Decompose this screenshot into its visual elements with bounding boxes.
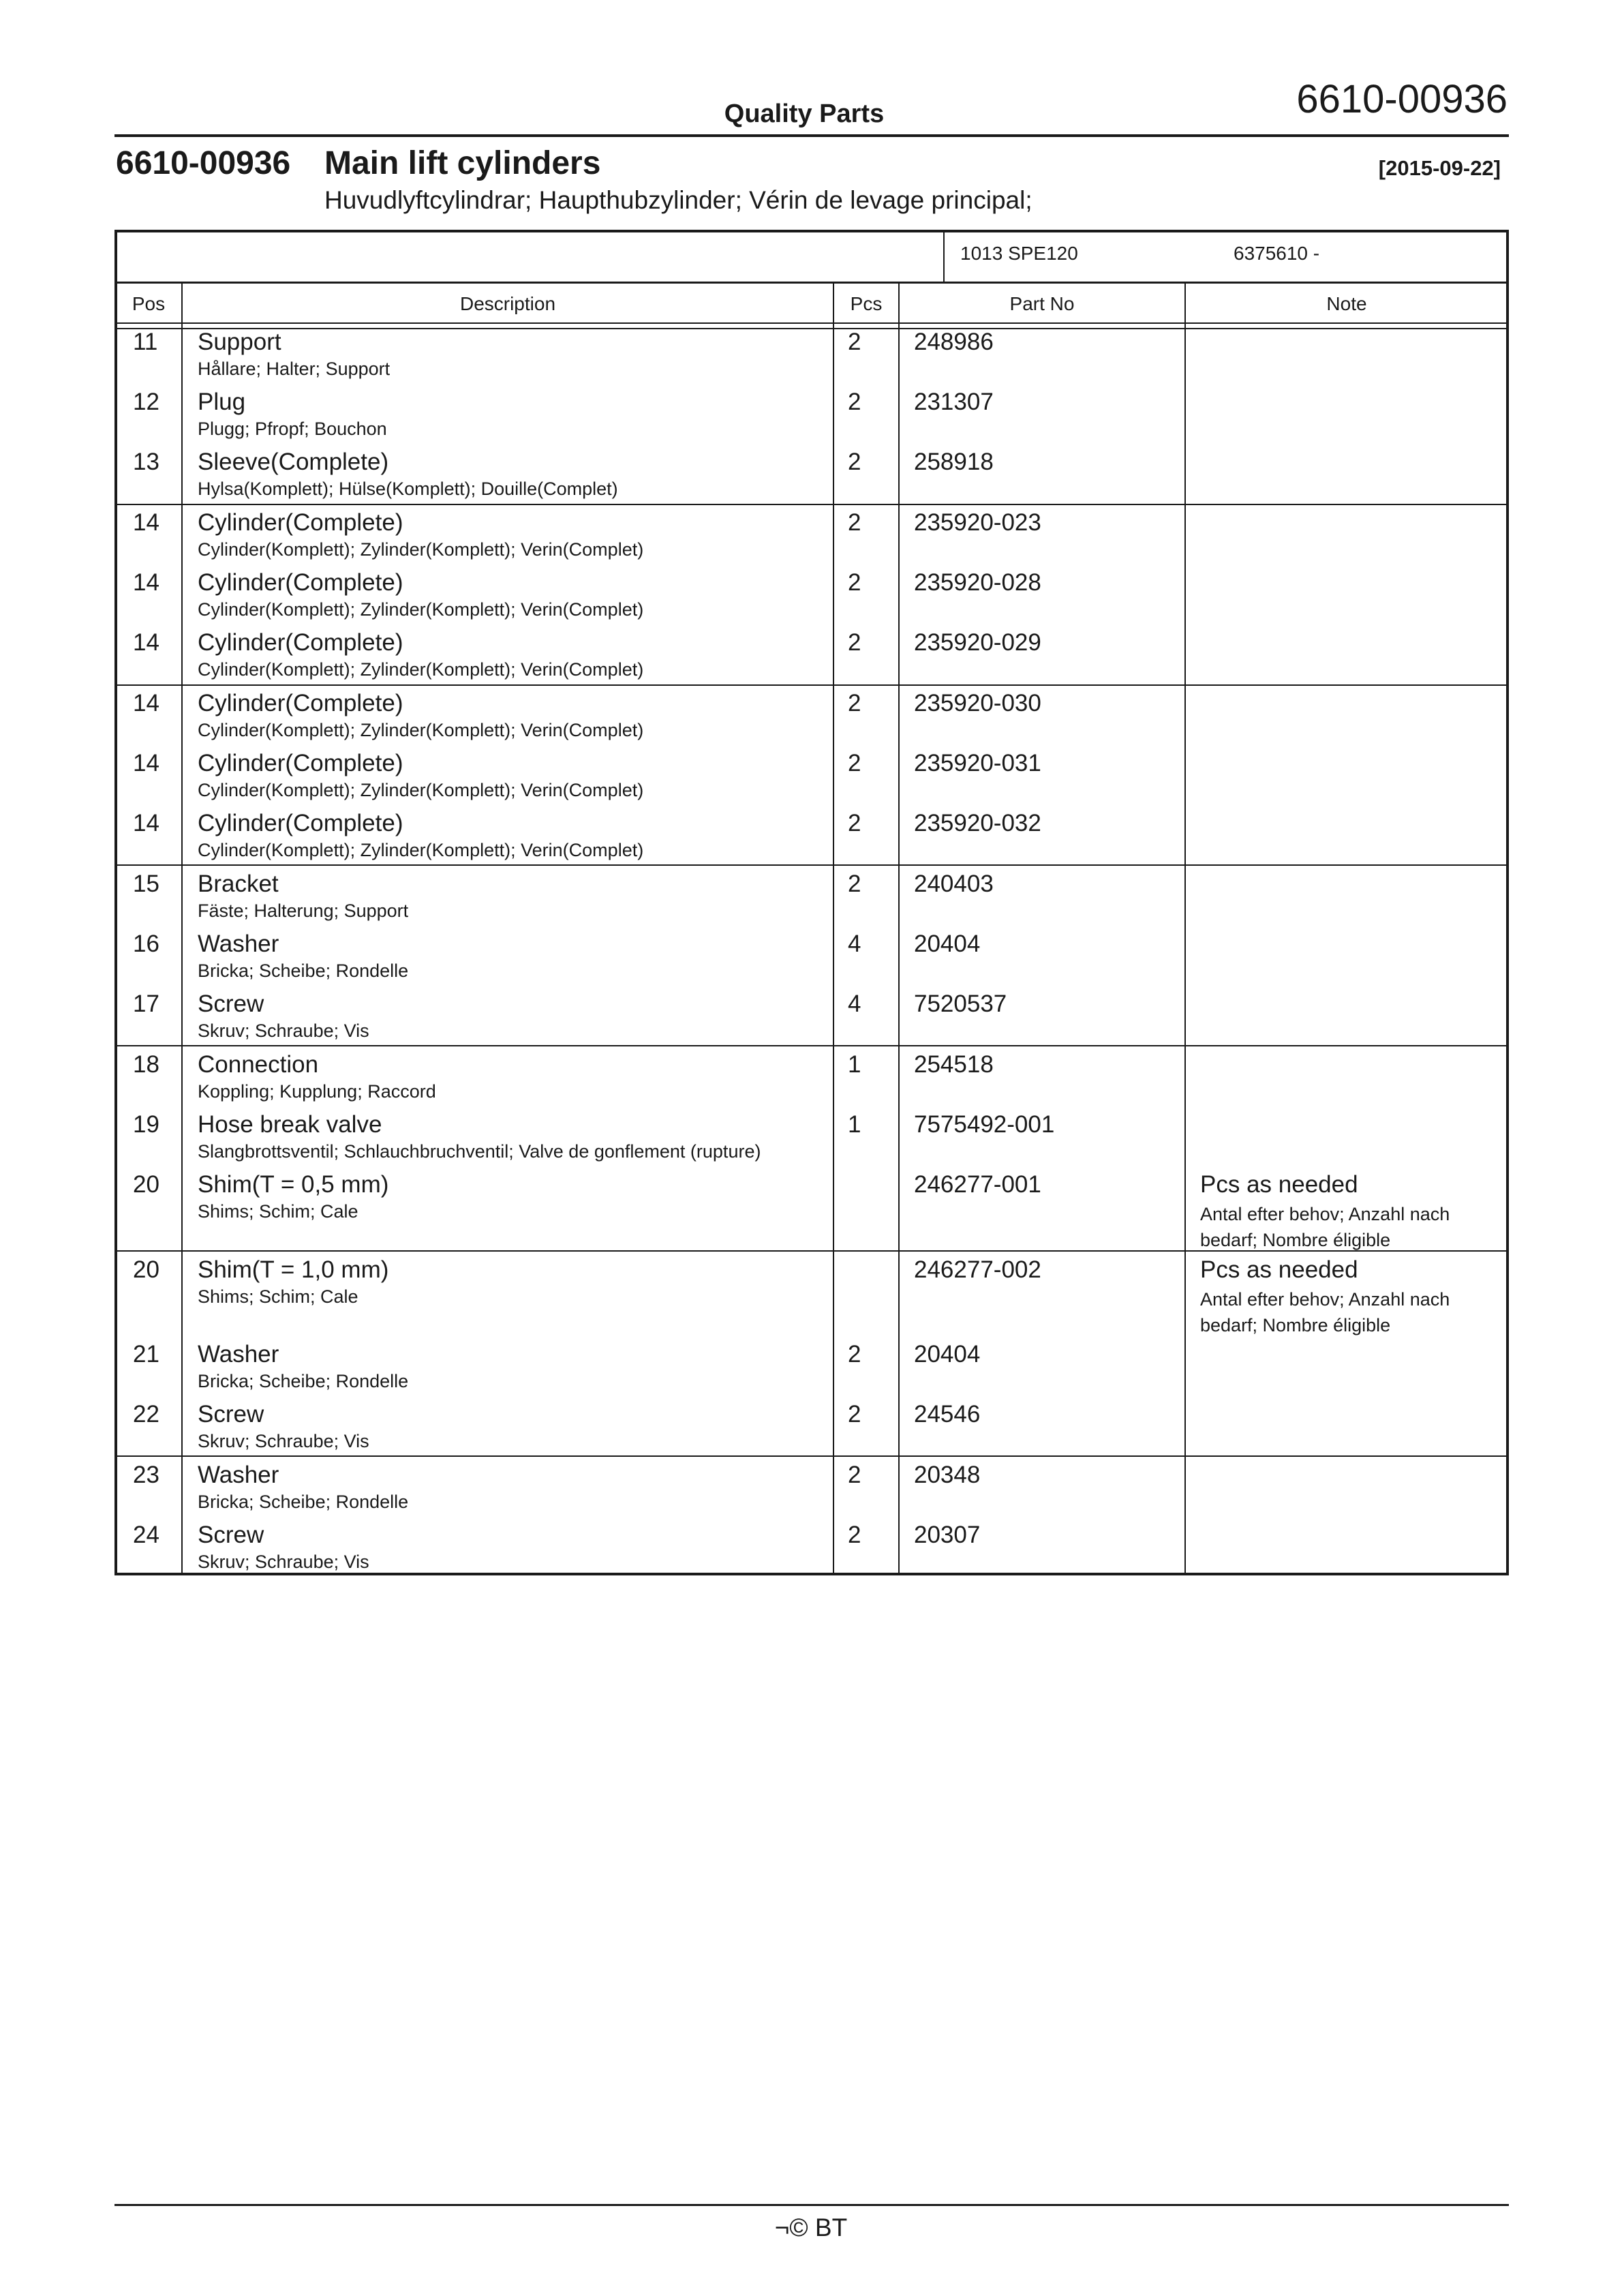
row-pos: 18	[133, 1051, 159, 1078]
row-part-number: 235920-029	[914, 629, 1041, 656]
row-pcs: 2	[848, 1462, 861, 1488]
row-pcs: 1	[848, 1051, 861, 1078]
row-description-translations: Bricka; Scheibe; Rondelle	[198, 961, 409, 981]
row-pcs: 2	[848, 1401, 861, 1428]
row-pcs: 2	[848, 871, 861, 897]
row-part-number: 231307	[914, 389, 994, 415]
row-description-translations: Slangbrottsventil; Schlauchbruchventil; Valve de gonflement (rupture)	[198, 1141, 761, 1162]
row-description-translations: Hylsa(Komplett); Hülse(Komplett); Douille(Complet)	[198, 479, 618, 499]
row-description: Cylinder(Complete)	[198, 569, 403, 596]
row-pos: 14	[133, 750, 159, 776]
group-divider	[114, 1455, 1509, 1457]
header-title: Quality Parts	[724, 100, 885, 128]
group-divider	[114, 684, 1509, 686]
row-pcs: 2	[848, 389, 861, 415]
model-bar-divider	[943, 230, 945, 284]
row-part-number: 240403	[914, 871, 994, 897]
group-divider	[114, 504, 1509, 505]
row-pos: 13	[133, 449, 159, 475]
row-pos: 23	[133, 1462, 159, 1488]
row-description: Sleeve(Complete)	[198, 449, 389, 475]
column-header-part-no: Part No	[1009, 293, 1075, 314]
row-part-number: 246277-001	[914, 1171, 1041, 1198]
row-part-number: 235920-031	[914, 750, 1041, 776]
row-description-translations: Hållare; Halter; Support	[198, 359, 391, 379]
serial-range: 6375610 -	[1234, 243, 1320, 264]
row-part-number: 20404	[914, 1341, 981, 1368]
row-pcs: 2	[848, 449, 861, 475]
row-description: Bracket	[198, 871, 279, 897]
row-description-translations: Skruv; Schraube; Vis	[198, 1552, 369, 1572]
row-part-number: 20307	[914, 1522, 981, 1548]
header-rule	[114, 322, 1509, 324]
column-header-note: Note	[1326, 293, 1367, 314]
row-pos: 14	[133, 629, 159, 656]
row-description: Connection	[198, 1051, 319, 1078]
row-description-translations: Cylinder(Komplett); Zylinder(Komplett); Verin(Complet)	[198, 780, 644, 800]
row-description: Shim(T = 1,0 mm)	[198, 1256, 389, 1283]
row-part-number: 246277-002	[914, 1256, 1041, 1283]
row-description: Cylinder(Complete)	[198, 629, 403, 656]
model-label: 1013 SPE120	[960, 243, 1078, 264]
row-part-number: 258918	[914, 449, 994, 475]
row-description-translations: Cylinder(Komplett); Zylinder(Komplett); Verin(Complet)	[198, 659, 644, 680]
row-note-translations: Antal efter behov; Anzahl nach bedarf; Nombre éligible	[1200, 1204, 1450, 1250]
column-header-pos: Pos	[132, 293, 166, 314]
row-description-translations: Cylinder(Komplett); Zylinder(Komplett); Verin(Complet)	[198, 599, 644, 620]
row-description: Plug	[198, 389, 246, 415]
row-pos: 14	[133, 569, 159, 596]
column-divider	[898, 282, 900, 1575]
row-pcs: 2	[848, 690, 861, 716]
row-part-number: 254518	[914, 1051, 994, 1078]
row-description-translations: Skruv; Schraube; Vis	[198, 1021, 369, 1041]
row-pos: 14	[133, 509, 159, 536]
row-part-number: 235920-032	[914, 810, 1041, 836]
row-description: Washer	[198, 931, 279, 957]
row-pcs: 2	[848, 509, 861, 536]
row-part-number: 7575492-001	[914, 1111, 1055, 1138]
row-note: Pcs as needed	[1200, 1171, 1358, 1198]
row-pos: 12	[133, 389, 159, 415]
row-pcs: 4	[848, 991, 861, 1017]
model-bar-rule	[114, 282, 1509, 284]
row-part-number: 20348	[914, 1462, 981, 1488]
row-description: Screw	[198, 1401, 264, 1428]
row-note-translations: Antal efter behov; Anzahl nach bedarf; Nombre éligible	[1200, 1289, 1450, 1335]
row-pos: 14	[133, 690, 159, 716]
row-description: Washer	[198, 1462, 279, 1488]
row-pos: 15	[133, 871, 159, 897]
row-pos: 11	[133, 329, 158, 355]
row-part-number: 235920-023	[914, 509, 1041, 536]
row-pos: 16	[133, 931, 159, 957]
row-description-translations: Shims; Schim; Cale	[198, 1286, 358, 1307]
row-pos: 20	[133, 1171, 159, 1198]
group-divider	[114, 864, 1509, 866]
row-description: Cylinder(Complete)	[198, 750, 403, 776]
header-rule	[114, 328, 1509, 329]
header-doc-number: 6610-00936	[1296, 77, 1508, 121]
row-note: Pcs as needed	[1200, 1256, 1358, 1283]
row-part-number: 248986	[914, 329, 994, 355]
column-divider	[181, 282, 183, 1575]
row-pos: 20	[133, 1256, 159, 1283]
row-part-number: 20404	[914, 931, 981, 957]
group-divider	[114, 1045, 1509, 1046]
row-pcs: 2	[848, 629, 861, 656]
row-part-number: 7520537	[914, 991, 1007, 1017]
revision-date: [2015-09-22]	[1378, 156, 1501, 180]
row-part-number: 235920-030	[914, 690, 1041, 716]
row-description: Shim(T = 0,5 mm)	[198, 1171, 389, 1198]
row-pcs: 1	[848, 1111, 861, 1138]
row-part-number: 235920-028	[914, 569, 1041, 596]
row-description-translations: Fäste; Halterung; Support	[198, 901, 409, 921]
row-description-translations: Plugg; Pfropf; Bouchon	[198, 419, 387, 439]
row-description: Hose break valve	[198, 1111, 382, 1138]
row-pcs: 4	[848, 931, 861, 957]
row-pcs: 2	[848, 1522, 861, 1548]
row-description-translations: Cylinder(Komplett); Zylinder(Komplett); Verin(Complet)	[198, 539, 644, 560]
row-description-translations: Skruv; Schraube; Vis	[198, 1431, 369, 1451]
column-header-description: Description	[459, 293, 556, 314]
row-pcs: 2	[848, 329, 861, 355]
row-description: Cylinder(Complete)	[198, 509, 403, 536]
column-divider	[1184, 282, 1186, 1575]
section-code: 6610-00936	[116, 145, 291, 181]
row-description-translations: Cylinder(Komplett); Zylinder(Komplett); Verin(Complet)	[198, 840, 644, 860]
row-description: Washer	[198, 1341, 279, 1368]
row-pos: 14	[133, 810, 159, 836]
row-description-translations: Bricka; Scheibe; Rondelle	[198, 1492, 409, 1512]
row-pos: 21	[133, 1341, 159, 1368]
row-description-translations: Shims; Schim; Cale	[198, 1201, 358, 1222]
row-pos: 24	[133, 1522, 159, 1548]
page-subtitle: Huvudlyftcylindrar; Haupthubzylinder; Vérin de levage principal;	[324, 186, 1032, 214]
row-pos: 19	[133, 1111, 159, 1138]
row-pcs: 2	[848, 750, 861, 776]
footer-copyright: ¬© BT	[774, 2214, 848, 2241]
row-description-translations: Koppling; Kupplung; Raccord	[198, 1081, 436, 1102]
footer-divider	[114, 2204, 1509, 2206]
row-description-translations: Cylinder(Komplett); Zylinder(Komplett); Verin(Complet)	[198, 720, 644, 740]
header-divider	[114, 134, 1509, 137]
row-part-number: 24546	[914, 1401, 981, 1428]
row-description-translations: Bricka; Scheibe; Rondelle	[198, 1371, 409, 1391]
column-divider	[833, 282, 834, 1575]
row-pcs: 2	[848, 810, 861, 836]
page-title: Main lift cylinders	[324, 145, 601, 181]
column-header-pcs: Pcs	[850, 293, 883, 314]
row-pcs: 2	[848, 569, 861, 596]
row-description: Screw	[198, 991, 264, 1017]
row-description: Support	[198, 329, 281, 355]
row-pos: 17	[133, 991, 159, 1017]
row-description: Cylinder(Complete)	[198, 690, 403, 716]
row-description: Screw	[198, 1522, 264, 1548]
row-description: Cylinder(Complete)	[198, 810, 403, 836]
row-pos: 22	[133, 1401, 159, 1428]
row-pcs: 2	[848, 1341, 861, 1368]
